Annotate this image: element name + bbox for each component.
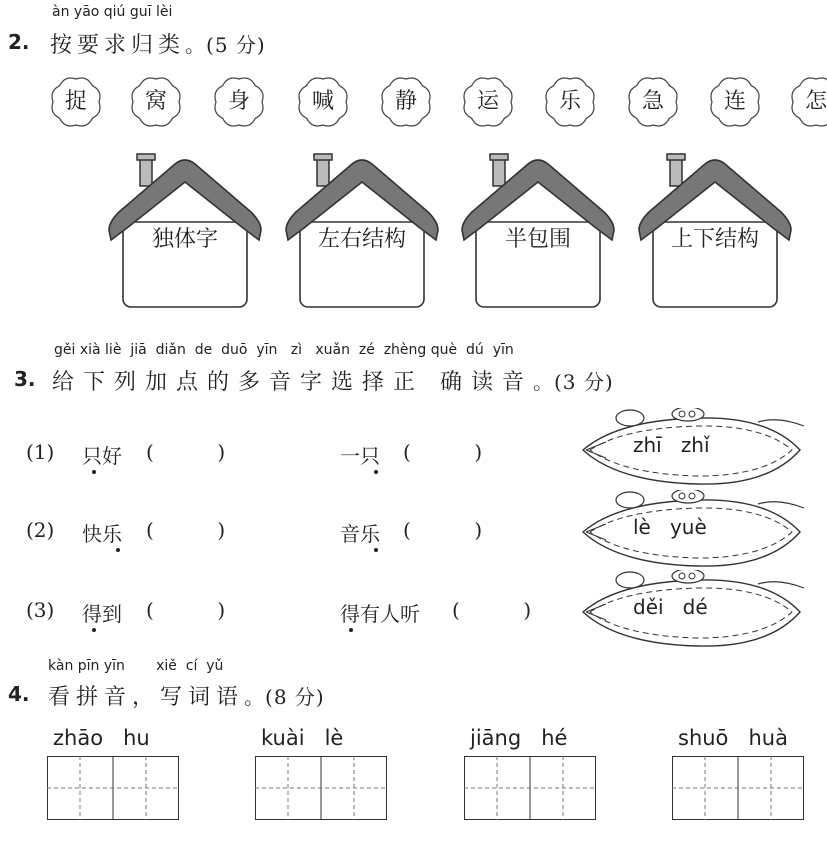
emphasis-dot [116, 548, 120, 552]
char-label: 乐 [558, 89, 581, 114]
house-label: 独体字 [151, 227, 218, 252]
pinyin-option: yuè [669, 515, 707, 539]
row-number: (2) [26, 518, 55, 542]
writing-grid[interactable] [255, 756, 387, 820]
char-label: 身 [227, 89, 250, 114]
emphasis-dot [92, 628, 96, 632]
word-pinyin [470, 726, 567, 750]
category-house [635, 152, 795, 312]
char-label: 急 [641, 89, 664, 114]
q2-title [50, 28, 266, 59]
house-label: 上下结构 [670, 227, 759, 252]
q2-number: 2. [8, 30, 30, 54]
pinyin-option: děi [633, 595, 664, 619]
char-flower [297, 76, 349, 128]
writing-grid[interactable] [47, 756, 179, 820]
row-number: (1) [26, 440, 55, 464]
q3-title [52, 365, 614, 396]
answer-blank-right[interactable]: ( ) [452, 598, 532, 622]
q4-number: 4. [8, 682, 30, 706]
syllable: huà [748, 726, 788, 750]
syllable: lè [324, 726, 344, 750]
spacer [521, 726, 541, 750]
q3-number: 3. [14, 367, 36, 391]
word-right: 一只 [340, 444, 380, 468]
spacer [305, 726, 325, 750]
word-left: 只好 [82, 444, 122, 468]
char-label: 静 [394, 89, 417, 114]
syllable: shuō [678, 726, 729, 750]
char-flower [790, 76, 827, 128]
word-pinyin [53, 726, 150, 750]
char-flower [130, 76, 182, 128]
word-pinyin [261, 726, 343, 750]
writing-grid[interactable] [672, 756, 804, 820]
answer-blank-right[interactable]: ( ) [403, 440, 483, 464]
answer-blank-left[interactable]: ( ) [146, 598, 226, 622]
word-right: 音乐 [340, 522, 380, 546]
char-label: 窝 [144, 89, 167, 114]
emphasis-dot [374, 470, 378, 474]
q2-score: 。(5 分) [185, 33, 266, 57]
leaf-options-text [633, 595, 803, 619]
q2-text: 按要求归类 [50, 33, 186, 58]
option-leaf [578, 490, 808, 574]
answer-blank-left[interactable]: ( ) [146, 518, 226, 542]
writing-grid[interactable] [464, 756, 596, 820]
word-pinyin [678, 726, 788, 750]
option-leaf [578, 570, 808, 654]
spacer [664, 595, 683, 619]
category-house [282, 152, 442, 312]
char-flower [50, 76, 102, 128]
char-flower [544, 76, 596, 128]
q4-text: 看拼音，写词语 [48, 685, 245, 710]
q3-score: 。(3 分) [533, 370, 614, 394]
answer-blank-right[interactable]: ( ) [403, 518, 483, 542]
emphasis-dot [349, 628, 353, 632]
spacer [662, 433, 681, 457]
q3-text: 给下列加点的多音字选择正 确读音 [52, 370, 533, 395]
syllable: zhāo [53, 726, 104, 750]
category-house [105, 152, 265, 312]
char-label: 连 [723, 89, 746, 114]
char-label: 怎 [804, 89, 827, 114]
word-right: 得有人听 [340, 602, 420, 626]
emphasis-dot [92, 470, 96, 474]
q3-pinyin: gěi xià liè jiā diǎn de duō yīn zì xuǎn zé zhèng què dú yīn [54, 342, 514, 358]
char-flower [213, 76, 265, 128]
pinyin-option: dé [682, 595, 708, 619]
char-flower [380, 76, 432, 128]
option-leaf [578, 408, 808, 492]
q4-title [48, 680, 325, 711]
syllable: jiāng [470, 726, 522, 750]
syllable: hé [541, 726, 568, 750]
char-label: 捉 [64, 89, 87, 114]
spacer [651, 515, 670, 539]
char-flower [709, 76, 761, 128]
pinyin-option: zhǐ [680, 433, 710, 457]
char-label: 运 [476, 89, 499, 114]
house-label: 半包围 [504, 227, 571, 252]
pinyin-option: lè [633, 515, 651, 539]
q4-score: 。(8 分) [244, 685, 325, 709]
spacer [728, 726, 748, 750]
row-number: (3) [26, 598, 55, 622]
emphasis-dot [374, 548, 378, 552]
syllable: kuài [261, 726, 305, 750]
char-flower [627, 76, 679, 128]
char-label: 喊 [311, 89, 334, 114]
word-left: 快乐 [82, 522, 122, 546]
answer-blank-left[interactable]: ( ) [146, 440, 226, 464]
syllable: hu [123, 726, 150, 750]
q4-pinyin: kàn pīn yīn xiě cí yǔ [48, 658, 224, 674]
house-label: 左右结构 [317, 227, 406, 252]
q2-pinyin: àn yāo qiú guī lèi [52, 4, 173, 20]
leaf-options-text [633, 433, 803, 457]
word-left: 得到 [82, 602, 122, 626]
leaf-options-text [633, 515, 803, 539]
char-flower [462, 76, 514, 128]
pinyin-option: zhī [633, 433, 662, 457]
spacer [103, 726, 123, 750]
category-house [458, 152, 618, 312]
